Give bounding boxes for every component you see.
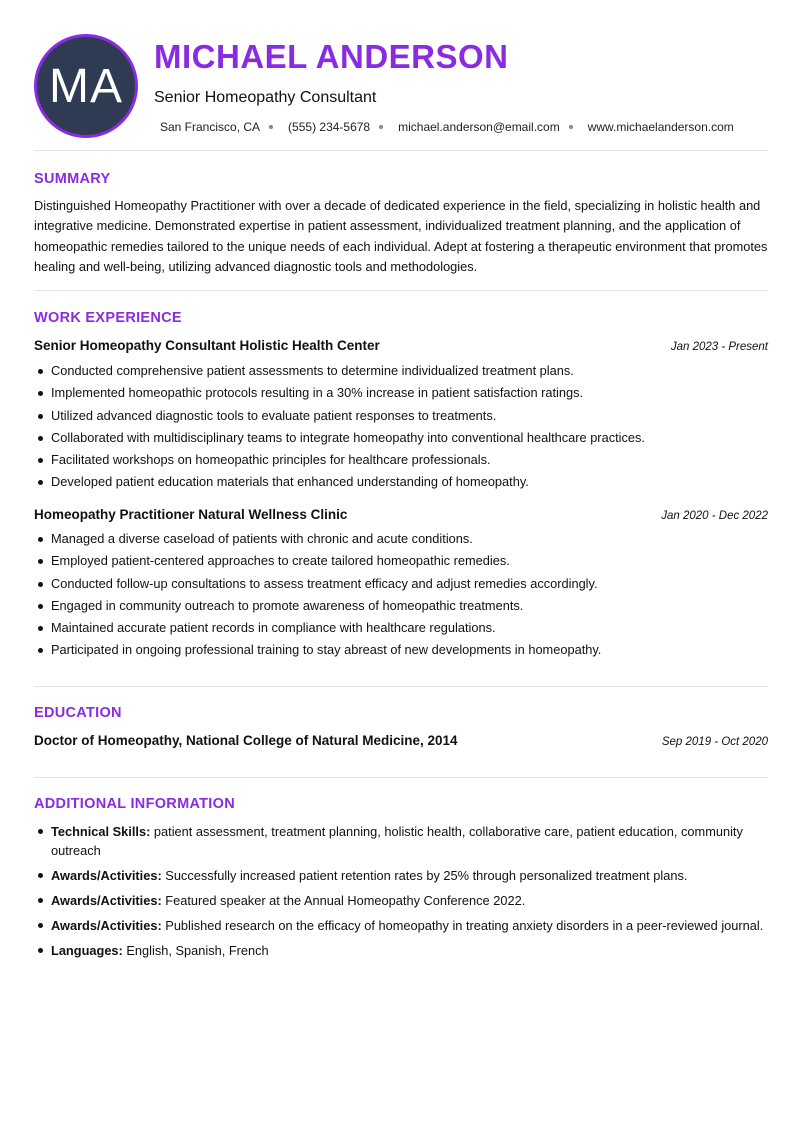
item-text: English, Spanish, French [126, 943, 269, 958]
separator-dot-icon [379, 125, 383, 129]
job-bullets [34, 530, 768, 664]
list-item: Engaged in community outreach to promote awareness of homeopathic treatments. [34, 597, 768, 619]
item-label: Awards/Activities: [51, 918, 162, 933]
contact-email[interactable]: michael.anderson@email.com [398, 120, 560, 134]
list-item [34, 941, 768, 960]
education-entry [34, 733, 768, 748]
header-divider [34, 150, 768, 151]
summary-heading: SUMMARY [34, 171, 111, 187]
education-divider [34, 777, 768, 778]
item-text: Featured speaker at the Annual Homeopathy Conference 2022. [165, 893, 526, 908]
job-bullets [34, 362, 768, 496]
additional-list [34, 822, 768, 966]
contact-website[interactable]: www.michaelanderson.com [587, 120, 734, 134]
education-degree: Doctor of Homeopathy, National College of Natural Medicine, 2014 [34, 733, 458, 748]
list-item: Utilized advanced diagnostic tools to evaluate patient responses to treatments. [34, 407, 768, 429]
list-item: Maintained accurate patient records in compliance with healthcare regulations. [34, 619, 768, 641]
list-item: Conducted comprehensive patient assessments to determine individualized treatment plans. [34, 362, 768, 384]
summary-text: Distinguished Homeopathy Practitioner with over a decade of dedicated experience in the field, specializing in holistic health and integrative medicine. Demonstrated expertise in patient assessment, individualized treatment planning, and the application of homeopathic remedies tailored to the unique needs of each individual. Adept at fostering a therapeutic environment that promotes healing and well-being, utilizing advanced diagnostic tools and methodologies. [34, 198, 768, 274]
list-item: Conducted follow-up consultations to assess treatment efficacy and adjust remedies accordingly. [34, 575, 768, 597]
experience-heading: WORK EXPERIENCE [34, 310, 182, 326]
list-item [34, 866, 768, 885]
job-header [34, 507, 768, 522]
list-item: Facilitated workshops on homeopathic principles for healthcare professionals. [34, 451, 768, 473]
job-role: Homeopathy Practitioner Natural Wellness Clinic [34, 507, 348, 522]
candidate-title: Senior Homeopathy Consultant [154, 89, 377, 106]
contact-location: San Francisco, CA [160, 120, 261, 134]
list-item [34, 822, 768, 860]
list-item: Developed patient education materials that enhanced understanding of homeopathy. [34, 473, 768, 495]
contact-phone: (555) 234-5678 [288, 120, 371, 134]
list-item: Collaborated with multidisciplinary teams to integrate homeopathy into conventional healthcare practices. [34, 429, 768, 451]
item-text: patient assessment, treatment planning, holistic health, collaborative care, patient education, community outreach [51, 824, 743, 858]
contact-bar [160, 120, 734, 134]
avatar-initials: MA [49, 59, 123, 113]
list-item: Participated in ongoing professional training to stay abreast of new developments in homeopathy. [34, 641, 768, 663]
item-label: Awards/Activities: [51, 893, 162, 908]
item-label: Technical Skills: [51, 824, 151, 839]
job-dates: Jan 2023 - Present [670, 341, 768, 353]
experience-divider [34, 686, 768, 687]
education-dates: Sep 2019 - Oct 2020 [661, 736, 768, 748]
candidate-name: MICHAEL ANDERSON [154, 38, 509, 75]
summary-divider [34, 290, 768, 291]
item-label: Awards/Activities: [51, 868, 162, 883]
list-item [34, 891, 768, 910]
list-item: Employed patient-centered approaches to create tailored homeopathic remedies. [34, 552, 768, 574]
list-item [34, 916, 768, 935]
education-heading: EDUCATION [34, 705, 122, 721]
job-role: Senior Homeopathy Consultant Holistic Health Center [34, 338, 380, 353]
list-item: Managed a diverse caseload of patients with chronic and acute conditions. [34, 530, 768, 552]
job-header [34, 338, 768, 353]
separator-dot-icon [569, 125, 573, 129]
job-dates: Jan 2020 - Dec 2022 [661, 510, 768, 522]
avatar [34, 34, 138, 138]
item-label: Languages: [51, 943, 123, 958]
additional-heading: ADDITIONAL INFORMATION [34, 796, 235, 812]
item-text: Published research on the efficacy of homeopathy in treating anxiety disorders in a peer-reviewed journal. [165, 918, 764, 933]
item-text: Successfully increased patient retention rates by 25% through personalized treatment plans. [165, 868, 688, 883]
list-item: Implemented homeopathic protocols resulting in a 30% increase in patient satisfaction ratings. [34, 384, 768, 406]
separator-dot-icon [269, 125, 273, 129]
